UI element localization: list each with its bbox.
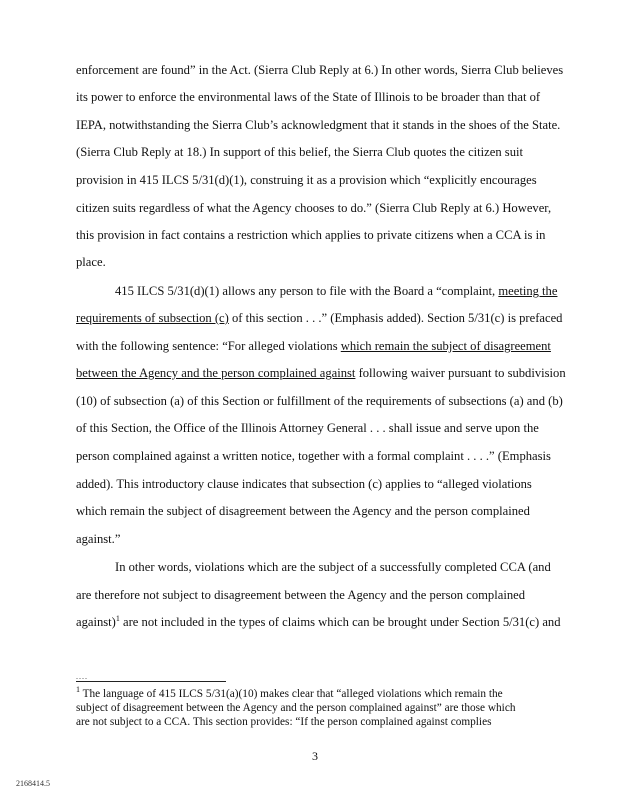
body-line: place.: [76, 255, 106, 269]
body-line: against.”: [76, 532, 121, 546]
body-line: In other words, violations which are the subject of a successfully completed CCA (and: [115, 560, 551, 574]
document-id: 2168414.5: [16, 779, 50, 788]
body-line: (Sierra Club Reply at 18.) In support of this belief, the Sierra Club quotes the citizen suit: [76, 145, 523, 159]
body-line: provision in 415 ILCS 5/31(d)(1), construing it as a provision which “explicitly encourages: [76, 173, 537, 187]
body-line: added). This introductory clause indicates that subsection (c) applies to “alleged violations: [76, 477, 532, 491]
body-line: [76, 311, 562, 325]
footnote-line: [76, 685, 503, 700]
body-line: citizen suits regardless of what the Agency chooses to do.” (Sierra Club Reply at 6.) However,: [76, 201, 552, 215]
text-run: with the following sentence: “For alleged violations: [76, 339, 341, 353]
text-run: of this section . . .” (Emphasis added). Section 5/31(c) is prefaced: [228, 311, 563, 325]
text-run: 415 ILCS 5/31(d)(1) allows any person to file with the Board a “complaint,: [115, 284, 499, 298]
footnote-line: are not subject to a CCA. This section provides: “If the person complained against complies: [76, 716, 492, 728]
body-line: [76, 615, 561, 629]
body-line: which remain the subject of disagreement between the Agency and the person complained: [76, 504, 530, 518]
footnote-marker: 1: [76, 685, 80, 695]
body-line: [76, 339, 551, 353]
body-line: enforcement are found” in the Act. (Sierra Club Reply at 6.) In other words, Sierra Club believes: [76, 63, 564, 77]
text-run: against): [76, 615, 116, 629]
body-line: [76, 366, 566, 380]
underlined-text: between the Agency and the person complained against: [76, 366, 356, 380]
body-line: its power to enforce the environmental laws of the State of Illinois to be broader than that of: [76, 90, 541, 104]
footnote-dots: ....: [76, 672, 88, 681]
body-line: [115, 284, 557, 298]
body-line: (10) of subsection (a) of this Section or fulfillment of the requirements of subsections (a) and (b): [76, 394, 563, 408]
footnote-reference: 1: [115, 613, 120, 623]
footnote-text: The language of 415 ILCS 5/31(a)(10) makes clear that “alleged violations which remain the: [80, 688, 503, 700]
text-run: following waiver pursuant to subdivision: [355, 366, 566, 380]
body-line: of this Section, the Office of the Illinois Attorney General . . . shall issue and serve upon the: [76, 421, 539, 435]
page-number: 3: [312, 749, 318, 763]
body-line: this provision in fact contains a restriction which applies to private citizens when a CCA is in: [76, 228, 546, 242]
body-line: are therefore not subject to disagreement between the Agency and the person complained: [76, 588, 526, 602]
footnote-divider: [76, 681, 226, 682]
footnote-line: subject of disagreement between the Agency and the person complained against” are those which: [76, 702, 516, 714]
text-run: are not included in the types of claims which can be brought under Section 5/31(c) and: [119, 615, 561, 629]
underlined-text: which remain the subject of disagreement: [340, 339, 551, 353]
body-line: IEPA, notwithstanding the Sierra Club’s acknowledgment that it stands in the shoes of the State.: [76, 118, 561, 132]
body-line: person complained against a written notice, together with a formal complaint . . . .” (Emphasis: [76, 449, 551, 463]
underlined-text: meeting the: [498, 284, 558, 298]
underlined-text: requirements of subsection (c): [76, 311, 229, 325]
